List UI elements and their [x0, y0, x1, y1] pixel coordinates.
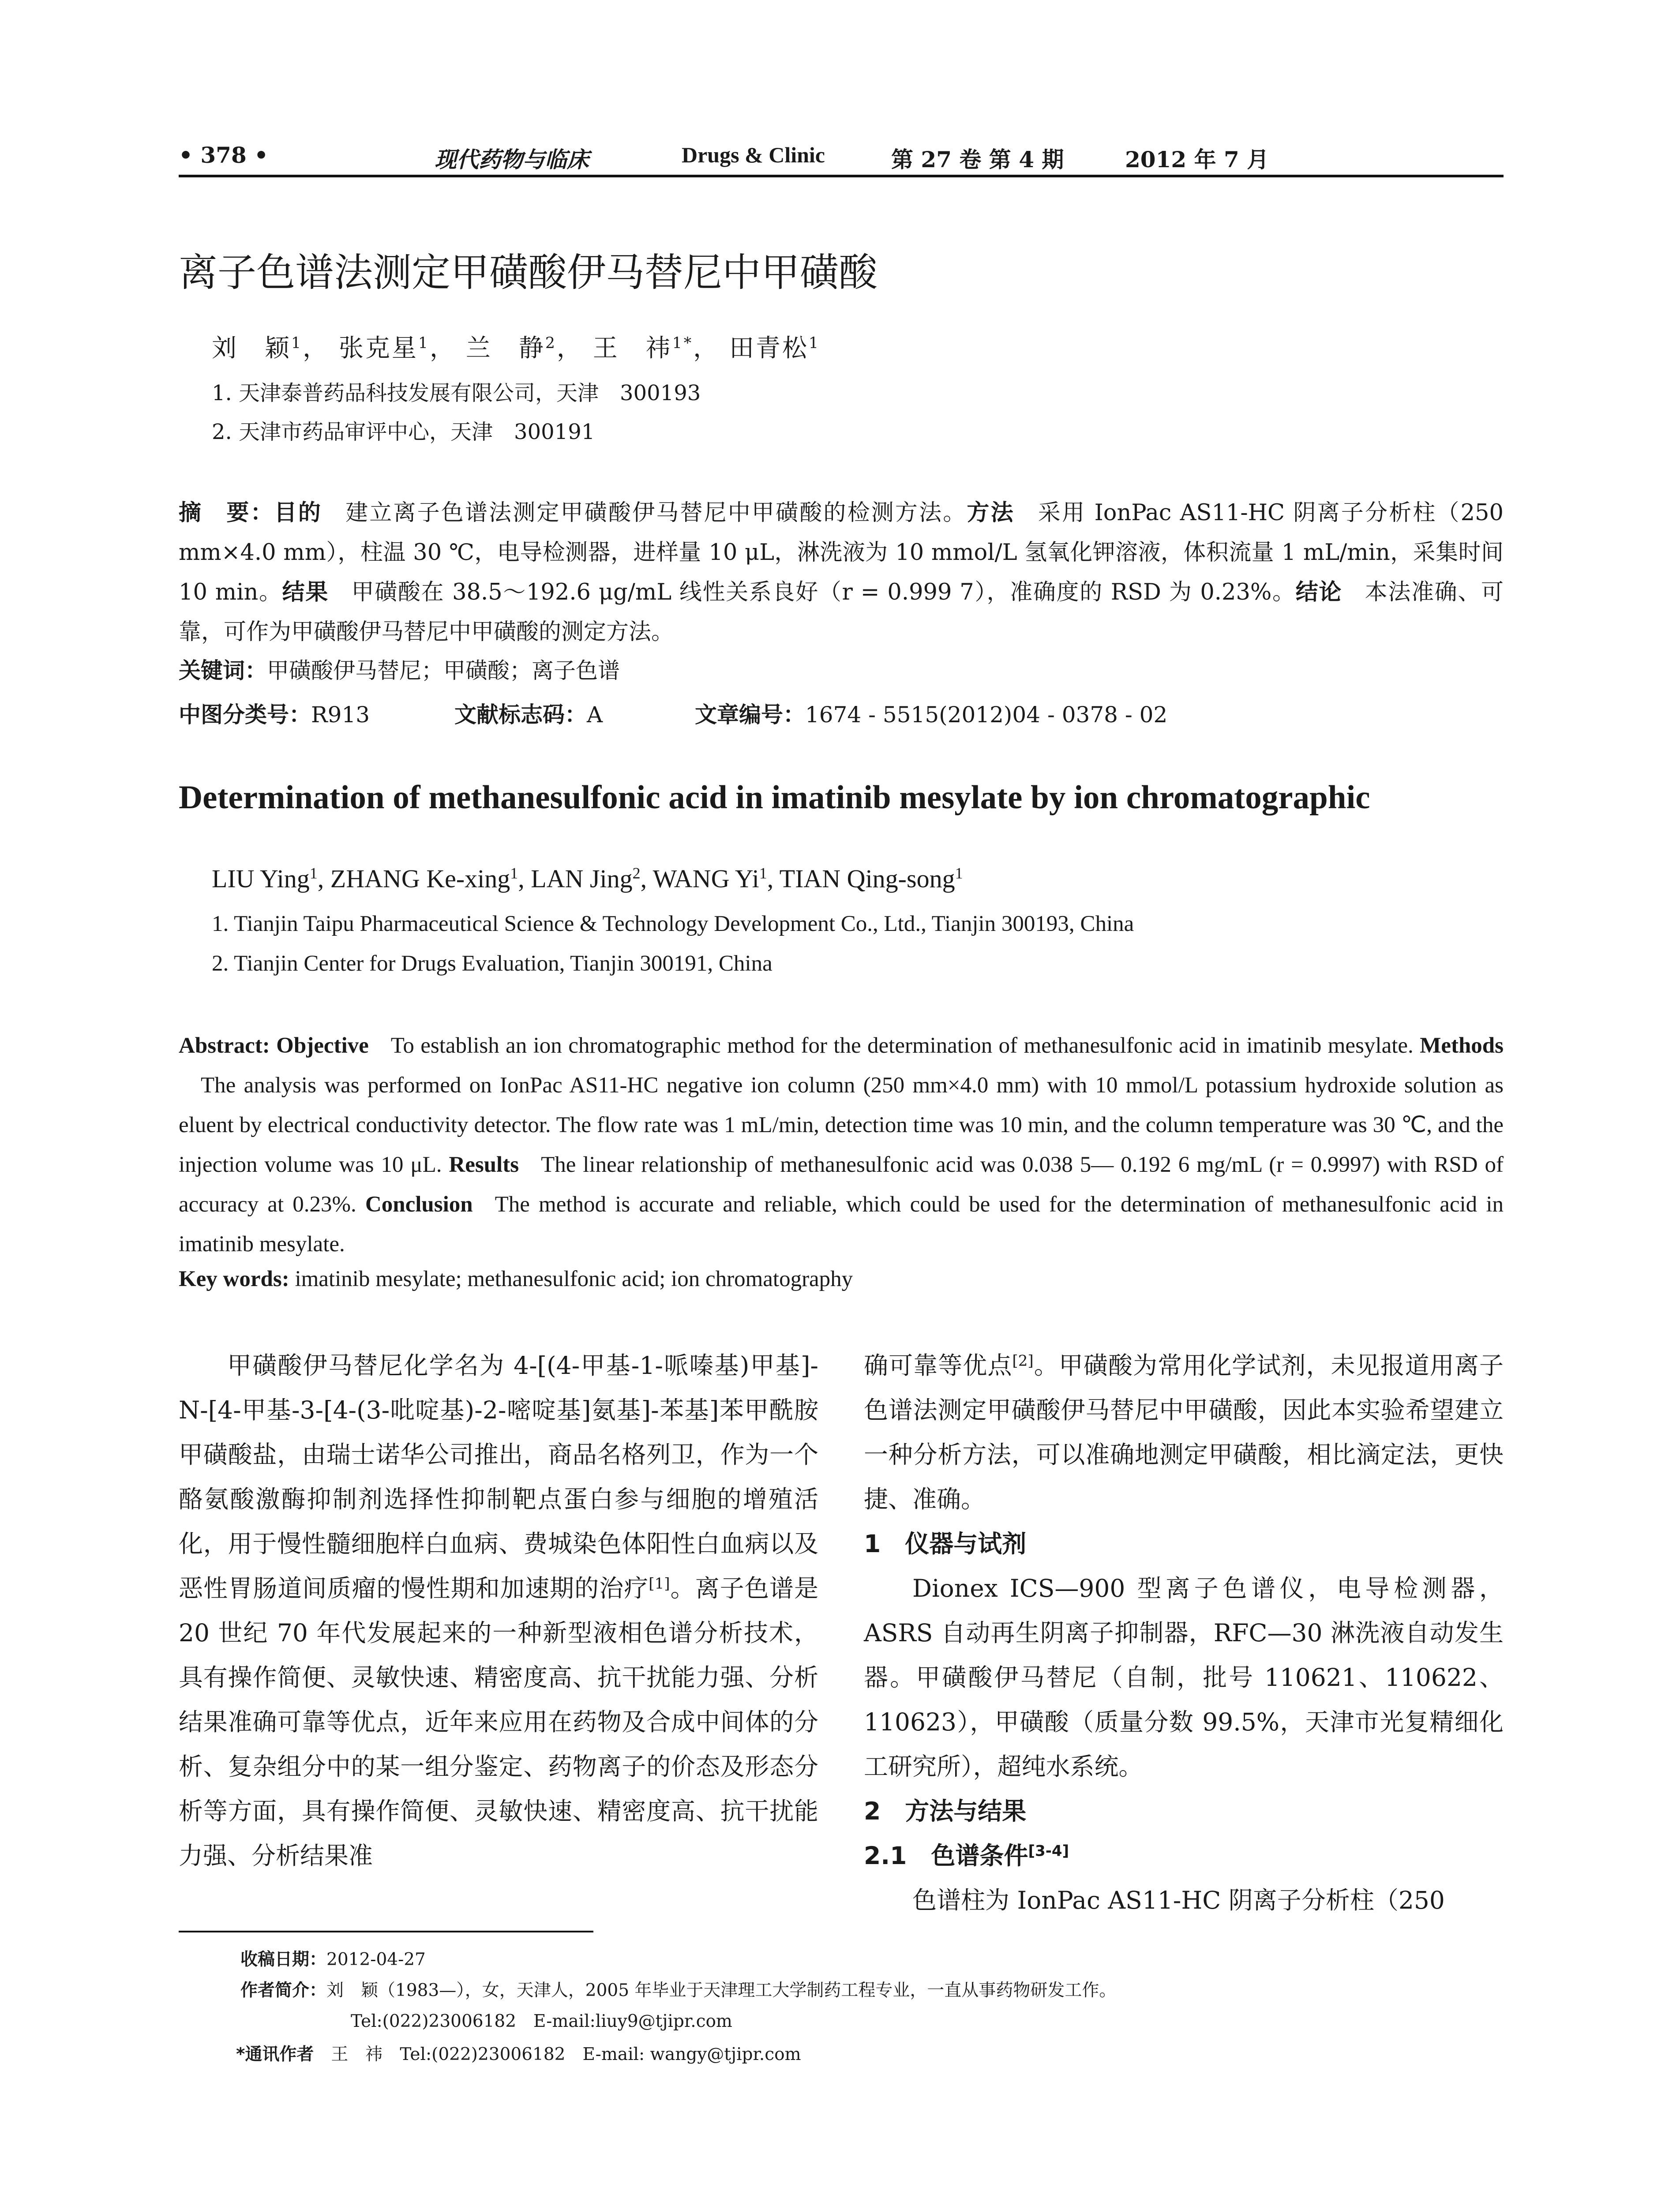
results-label: 结果	[282, 579, 329, 605]
abstract-en	[179, 1026, 1504, 1264]
corresponding-text: 王 祎 Tel:(022)23006182 E-mail: wangy@tjipr.com	[331, 2045, 801, 2064]
methods-text: The analysis was performed on IonPac AS11-HC negative ion column (250 mm×4.0 mm) with 10 mmol/L potassium hydroxide solution as eluent by electrical conductivity detector. The flow rate was 1 mL/min, detection time was 10 min, and the column temperature was 30 ℃, and the injection volume was 10 μL.	[179, 1073, 1504, 1177]
affiliation-mark: 1	[808, 334, 821, 352]
author-name: 田青松	[729, 334, 809, 363]
keywords-text: 甲磺酸伊马替尼；甲磺酸；离子色谱	[267, 658, 620, 683]
header-rule	[179, 175, 1504, 177]
citation: [2]	[1012, 1352, 1034, 1370]
author-list-en: LIU Ying$^1$, ZHANG Ke-xing$^1$, LAN Jing$^2$, WANG Yi$^1$, TIAN Qing-song$^1$	[212, 864, 963, 893]
body-column-left	[179, 1343, 818, 1878]
methods-label: 方法	[967, 500, 1015, 526]
objective-label: Objective	[276, 1033, 369, 1058]
body-column-right	[864, 1343, 1504, 1923]
author-name: ZHANG Ke-xing	[330, 864, 510, 893]
results-text: 甲磺酸在 38.5～192.6 μg/mL 线性关系良好（r = 0.999 7），准确度的 RSD 为 0.23%。	[350, 579, 1296, 605]
affiliation-cn: 2. 天津市药品审评中心，天津 300191	[212, 420, 595, 444]
section-heading: 2 方法与结果	[864, 1797, 1027, 1825]
citation: [1]	[649, 1575, 670, 1593]
footnote-received	[240, 1946, 426, 1970]
journal-title-en: Drugs & Clinic	[682, 143, 825, 167]
intro-paragraph-cont	[864, 1343, 1504, 1522]
conclusion-label: 结论	[1295, 579, 1342, 605]
author-name: 张克星	[338, 334, 418, 363]
conclusion-text: 本法准确、可靠，可作为甲磺酸伊马替尼中甲磺酸的测定方法。	[179, 579, 1504, 645]
intro-text: 甲磺酸伊马替尼化学名为 4-[(4-甲基-1-哌嗪基)甲基]-N-[4-甲基-3-[4-(3-吡啶基)-2-嘧啶基]氨基]-苯基]苯甲酰胺甲磺酸盐，由瑞士诺华公司推出，商品名格列卫，作为一个酪氨酸激酶抑制剂选择性抑制靶点蛋白参与细胞的增殖活化，用于慢性髓细胞样白血病、费城染色体阳性白血病以及恶性胃肠道间质瘤的慢性期和加速期的治疗	[179, 1351, 818, 1602]
classification-line	[179, 697, 370, 729]
abstract-label: Abstract:	[179, 1033, 270, 1058]
conclusion-text: The method is accurate and reliable, which could be used for the determination of methanesulfonic acid in imatinib mesylate.	[179, 1192, 1504, 1257]
section-heading: 1 仪器与试剂	[864, 1530, 1027, 1558]
affiliation-mark: 1*	[672, 334, 694, 352]
methods-text: 采用 IonPac AS11-HC 阴离子分析柱（250 mm×4.0 mm），柱温 30 ℃，电导检测器，进样量 10 μL，淋洗液为 10 mmol/L 氢氧化钾溶液，体积流量 1 mL/min，采集时间 10 min。	[179, 500, 1504, 605]
received-label: 收稿日期：	[240, 1950, 327, 1970]
author-name: LAN Jing	[531, 864, 633, 893]
affiliation-mark: 1	[291, 334, 303, 352]
conclusion-label: Conclusion	[365, 1192, 473, 1217]
doc-code-label: 文献标志码：	[454, 702, 587, 728]
author-name: 兰 静	[465, 334, 545, 363]
affiliation-mark: 1	[759, 864, 767, 882]
footnote-author-contact: Tel:(022)23006182 E-mail:liuy9@tjipr.com	[351, 2011, 732, 2031]
author-list-cn: 刘 颖$^1$， 张克星$^1$， 兰 静$^2$， 王 祎$^{1*}$， 田青松$^1$	[212, 334, 821, 363]
received-date: 2012-04-27	[326, 1950, 426, 1970]
affiliation-en: 1. Tianjin Taipu Pharmaceutical Science & Technology Development Co., Ltd., Tianjin 300193, China	[212, 912, 1134, 936]
citation: [3-4]	[1028, 1842, 1069, 1860]
footnote-rule	[179, 1931, 593, 1932]
affiliation-mark: 1	[418, 334, 430, 352]
article-number-label: 文章编号：	[695, 702, 805, 728]
subsection-title: 2.1 色谱条件	[864, 1842, 1028, 1870]
affiliation-cn: 1. 天津泰普药品科技发展有限公司，天津 300193	[212, 381, 701, 405]
journal-title-cn: 现代药物与临床	[435, 146, 589, 173]
page-number: • 378 •	[179, 142, 269, 168]
objective-text: 建立离子色谱法测定甲磺酸伊马替尼中甲磺酸的检测方法。	[344, 500, 967, 526]
keywords-text: imatinib mesylate; methanesulfonic acid; ion chromatography	[295, 1267, 853, 1291]
intro-text: 。离子色谱是 20 世纪 70 年代发展起来的一种新型液相色谱分析技术，具有操作简便、灵敏快速、精密度高、抗干扰能力强、分析结果准确可靠等优点，近年来应用在药物及合成中间体的分析、复杂组分中的某一组分鉴定、药物离子的价态及形态分析等方面，具有操作简便、灵敏快速、精密度高、抗干扰能力强、分析结果准	[179, 1574, 818, 1870]
intro-text: 。甲磺酸为常用化学试剂，未见报道用离子色谱法测定甲磺酸伊马替尼中甲磺酸，因此本实验希望建立一种分析方法，可以准确地测定甲磺酸，相比滴定法，更快捷、准确。	[864, 1351, 1504, 1513]
objective-text: To establish an ion chromatographic method for the determination of methanesulfonic acid in imatinib mesylate.	[390, 1033, 1414, 1058]
keywords-label: Key words:	[179, 1267, 289, 1291]
clc-label: 中图分类号：	[179, 702, 311, 728]
author-name: LIU Ying	[212, 864, 310, 893]
doc-code-line	[454, 697, 603, 729]
affiliation-mark: 1	[510, 864, 518, 882]
methods-label: Methods	[1420, 1033, 1504, 1058]
clc-value: R913	[311, 702, 370, 728]
issue-date: 2012 年 7 月	[1125, 146, 1269, 173]
author-name: 王 祎	[592, 334, 672, 363]
footnote-author-bio	[240, 1977, 1116, 2001]
article-number-line	[695, 697, 1167, 729]
affiliation-mark: 2	[632, 864, 641, 882]
corresponding-label: *通讯作者	[236, 2045, 314, 2064]
bio-text: 刘 颖（1983—），女，天津人，2005 年毕业于天津理工大学制药工程专业，一直从事药物研发工作。	[326, 1981, 1117, 2000]
intro-text: 确可靠等优点	[864, 1351, 1012, 1380]
section-paragraph: Dionex ICS—900 型离子色谱仪，电导检测器，ASRS 自动再生阴离子抑制器，RFC—30 淋洗液自动发生器。甲磺酸伊马替尼（自制，批号 110621、110622、110623），甲磺酸（质量分数 99.5%，天津市光复精细化工研究所），超纯水系统。	[864, 1574, 1504, 1781]
doc-code-value: A	[587, 702, 603, 728]
abstract-cn	[179, 493, 1504, 652]
objective-label: 目的	[274, 500, 322, 526]
article-title-en: Determination of methanesulfonic acid in imatinib mesylate by ion chromatographic	[179, 779, 1370, 816]
affiliation-mark: 1	[309, 864, 318, 882]
affiliation-mark: 1	[955, 864, 963, 882]
results-label: Results	[449, 1152, 519, 1177]
results-text: The linear relationship of methanesulfonic acid was 0.038 5— 0.192 6 mg/mL (r = 0.9997) with RSD of accuracy at 0.23%.	[179, 1152, 1504, 1217]
affiliation-en: 2. Tianjin Center for Drugs Evaluation, Tianjin 300191, China	[212, 951, 772, 976]
author-name: TIAN Qing-song	[779, 864, 955, 893]
article-number-value: 1674 - 5515(2012)04 - 0378 - 02	[805, 702, 1168, 728]
keywords-cn	[179, 653, 620, 685]
volume-issue: 第 27 卷 第 4 期	[891, 146, 1064, 173]
article-title-cn: 离子色谱法测定甲磺酸伊马替尼中甲磺酸	[179, 250, 878, 295]
affiliation-mark: 2	[545, 334, 557, 352]
bio-label: 作者简介：	[240, 1981, 327, 2000]
keywords-en	[179, 1266, 853, 1292]
keywords-label: 关键词：	[179, 658, 267, 683]
footnote-corresponding	[236, 2041, 801, 2065]
section-paragraph: 色谱柱为 IonPac AS11-HC 阴离子分析柱（250	[912, 1886, 1445, 1914]
intro-paragraph	[179, 1343, 818, 1878]
author-name: 刘 颖	[212, 334, 291, 363]
abstract-label: 摘 要：	[179, 500, 274, 526]
subsection-heading	[864, 1834, 1504, 1878]
author-name: WANG Yi	[652, 864, 759, 893]
